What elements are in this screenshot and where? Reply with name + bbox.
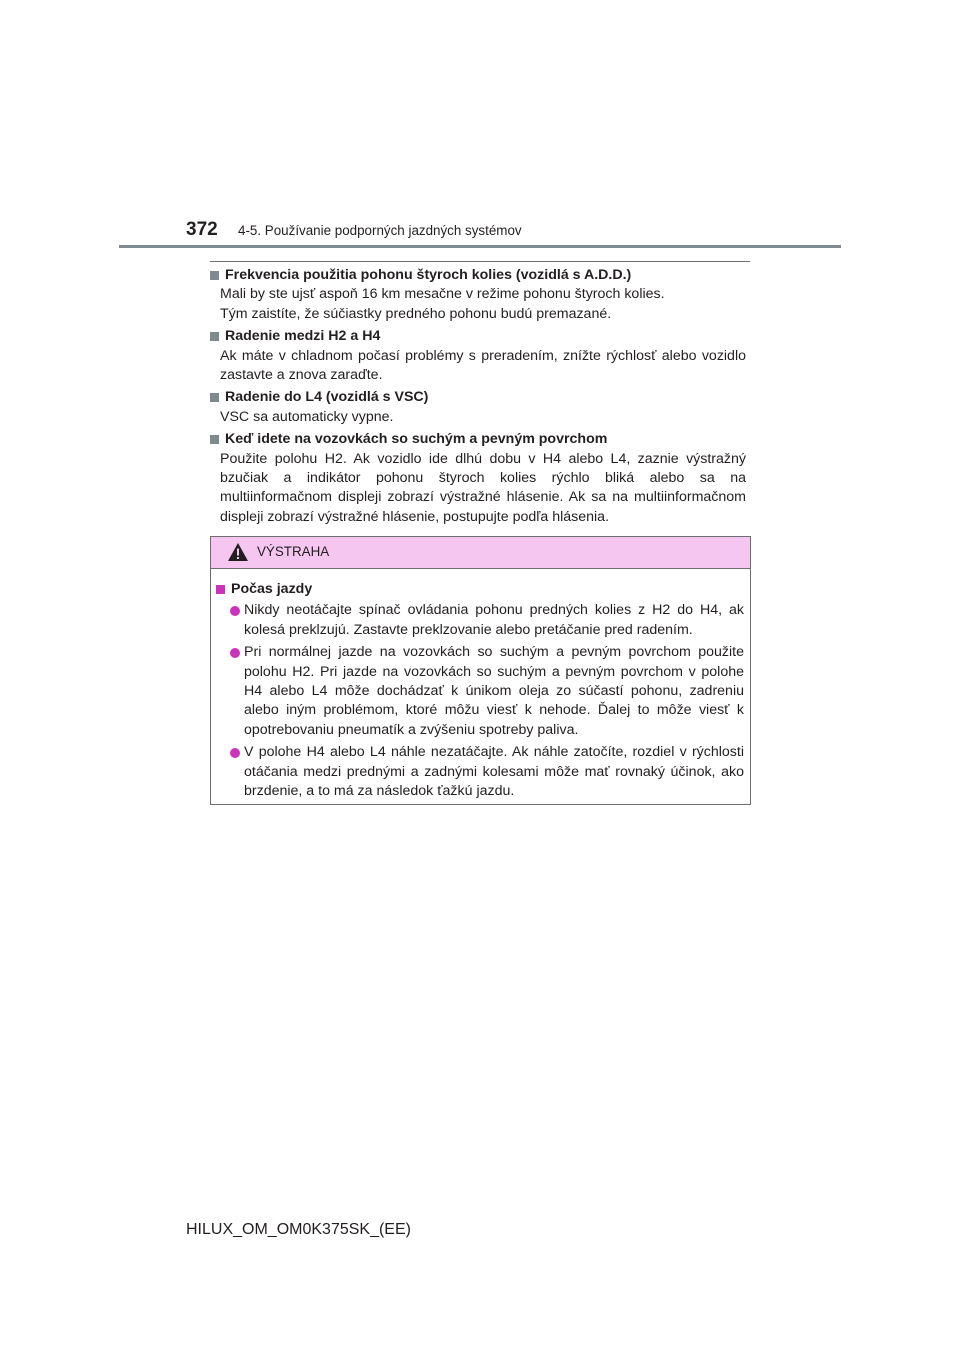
page-header	[186, 219, 746, 243]
page-number: 372	[186, 219, 218, 240]
content-divider	[210, 261, 750, 262]
section-awd-frequency	[210, 266, 746, 324]
section-title: Radenie medzi H2 a H4	[210, 327, 746, 346]
paragraph: VSC sa automaticky vypne.	[220, 408, 394, 425]
square-bullet-icon	[210, 332, 219, 341]
warning-body	[211, 569, 750, 801]
section-h2-h4-shift	[210, 327, 746, 385]
document-code: HILUX_OM_OM0K375SK_(EE)	[186, 1221, 411, 1238]
warning-bullet: V polohe H4 alebo L4 náhle nezatáčajte. Ak náhle zatočíte, rozdiel v rýchlosti otáčania medzi prednými a zadnými kolesami môže mať rovnaký účinok, ako brzdenie, a to má za následok ťažkú jazdu.	[216, 743, 744, 801]
section-body	[210, 450, 746, 528]
section-body	[210, 347, 746, 386]
section-title: Radenie do L4 (vozidlá s VSC)	[210, 388, 746, 407]
paragraph: Tým zaistíte, že súčiastky predného pohonu budú premazané.	[220, 305, 612, 322]
warning-title: Počas jazdy	[216, 580, 744, 599]
section-title: Keď idete na vozovkách so suchým a pevným povrchom	[210, 430, 746, 449]
round-bullet-icon	[230, 606, 240, 616]
section-body	[210, 285, 746, 324]
header-divider	[119, 245, 841, 248]
round-bullet-icon	[230, 648, 240, 658]
warning-bullet: Nikdy neotáčajte spínač ovládania pohonu predných kolies z H2 do H4, ak kolesá preklzujú. Zastavte preklzovanie alebo pretáčanie pred radením.	[216, 601, 744, 640]
warning-bullet: Pri normálnej jazde na vozovkách so suchým a pevným povrchom použite polohu H2. Pri jazde na vozovkách so suchým a pevným povrchom v polohe H4 alebo L4 môže dochádzať k únikom oleja zo súčastí pohonu, zadreniu alebo iným problémom, ktoré môžu viesť k nehode. Ďalej to môže viesť k opotrebovaniu pneumatík a zvýšeniu spotreby paliva.	[216, 643, 744, 740]
section-dry-roads	[210, 430, 746, 527]
paragraph: Použite polohu H2. Ak vozidlo ide dlhú dobu v H4 alebo L4, zaznie výstražný bzučiak a indikátor pohonu štyroch kolies rýchlo bliká alebo sa na multiinformačnom displeji zobrazí výstražné hlásenie. Ak sa na multiinformačnom displeji zobrazí výstražné hlásenie, postupujte podľa hlásenia.	[220, 450, 746, 525]
warning-label: VÝSTRAHA	[257, 544, 330, 559]
section-body	[210, 408, 746, 427]
section-l4-shift	[210, 388, 746, 427]
paragraph: Mali by ste ujsť aspoň 16 km mesačne v režime pohonu štyroch kolies.	[220, 286, 665, 303]
square-bullet-icon	[210, 393, 219, 402]
paragraph: Ak máte v chladnom počasí problémy s preradením, znížte rýchlosť alebo vozidlo zastavte a znova zaraďte.	[220, 347, 746, 384]
content-sections	[210, 266, 746, 530]
round-bullet-icon	[230, 748, 240, 758]
square-bullet-icon	[210, 435, 219, 444]
warning-box	[210, 536, 751, 805]
section-title: Frekvencia použitia pohonu štyroch kolies (vozidlá s A.D.D.)	[210, 266, 746, 285]
square-bullet-icon	[210, 271, 219, 280]
square-bullet-icon	[216, 585, 225, 594]
warning-triangle-icon	[227, 542, 249, 562]
chapter-title: 4-5. Používanie podporných jazdných systémov	[238, 223, 522, 238]
warning-header	[211, 537, 750, 569]
